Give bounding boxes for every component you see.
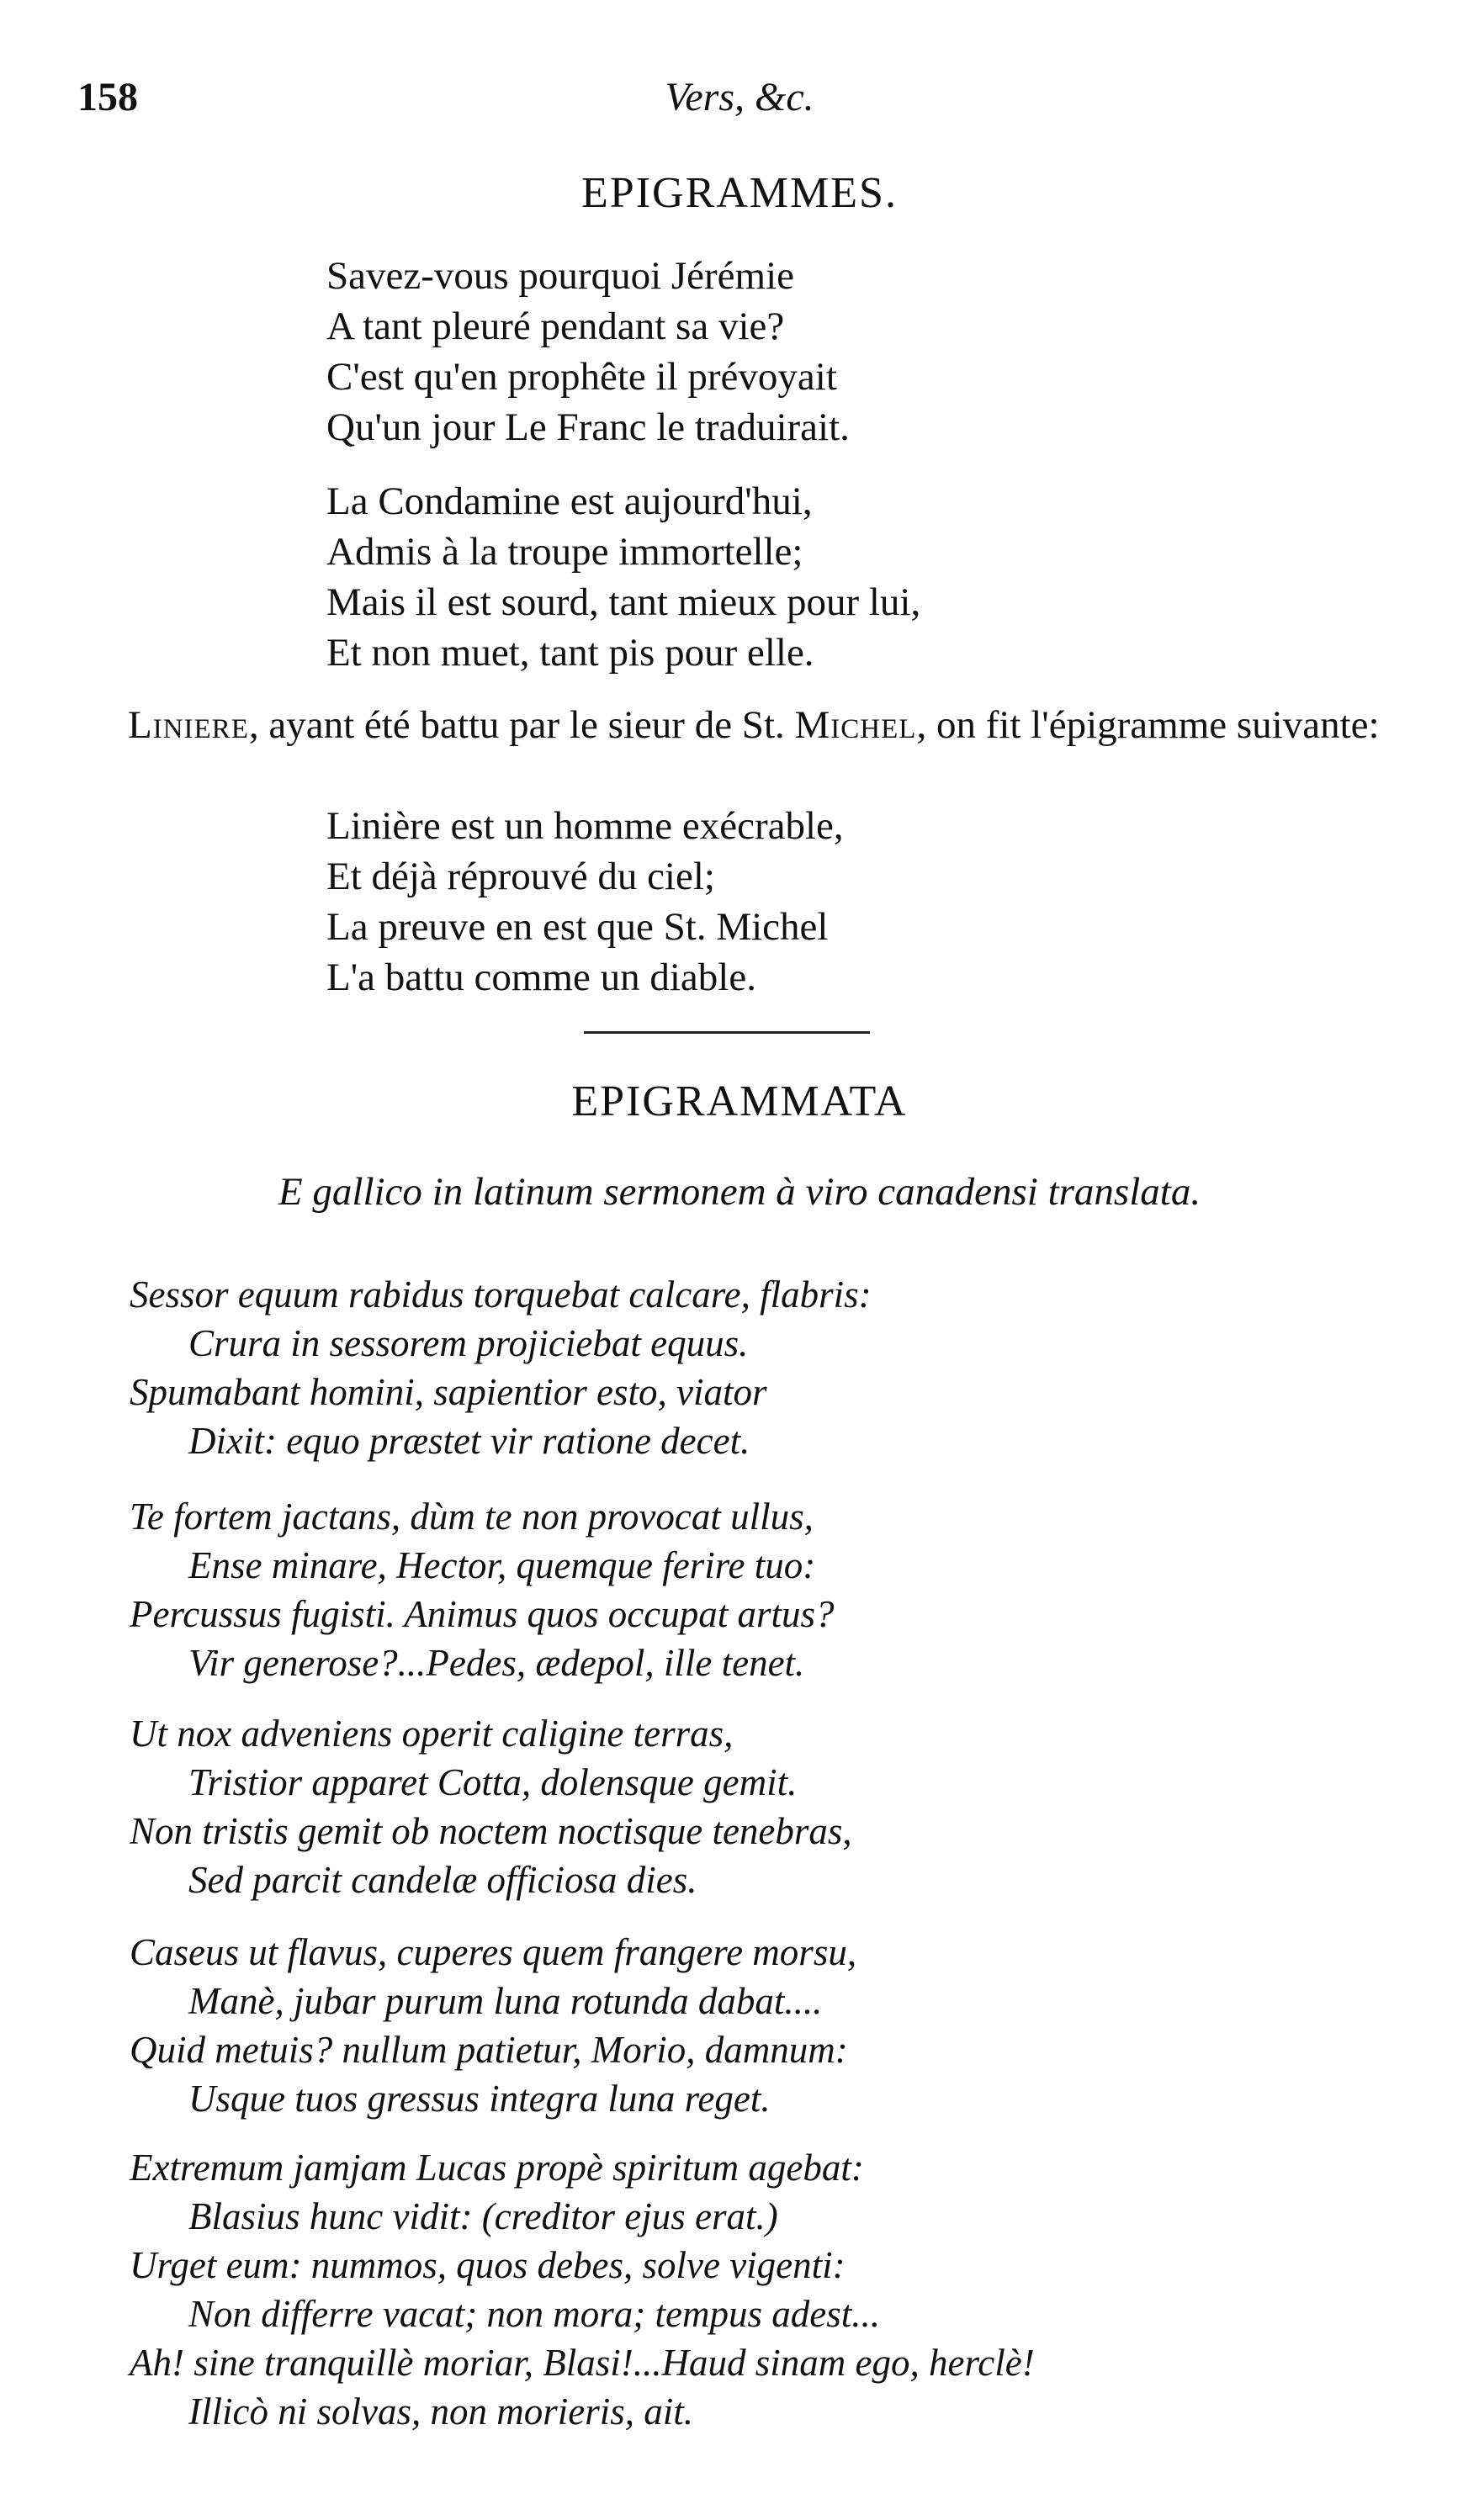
verse-line: Quid metuis? nullum patietur, Morio, damnum:: [130, 2029, 848, 2071]
verse-line: Non differre vacat; non mora; tempus adest...: [188, 2293, 880, 2335]
verse-line: Extremum jamjam Lucas propè spiritum agebat:: [130, 2147, 864, 2189]
translation-note: E gallico in latinum sermonem à viro canadensi translata.: [278, 1170, 1201, 1214]
poem-line: La preuve en est que St. Michel: [326, 905, 829, 949]
verse-line: Percussus fugisti. Animus quos occupat artus?: [130, 1593, 835, 1635]
verse-line: Ut nox adveniens operit caligine terras,: [130, 1713, 734, 1755]
intro-text-end: , on fit l'épigramme suivante:: [916, 703, 1380, 747]
verse-line: Te fortem jactans, dùm te non provocat ullus,: [130, 1496, 814, 1538]
verse-line: Caseus ut flavus, cuperes quem frangere morsu,: [130, 1931, 857, 1973]
poem-line: C'est qu'en prophête il prévoyait: [326, 355, 837, 399]
verse-line: Manè, jubar purum luna rotunda dabat....: [188, 1980, 823, 2022]
poem-line: Qu'un jour Le Franc le traduirait.: [326, 405, 850, 449]
verse-line: Usque tuos gressus integra luna reget.: [188, 2078, 771, 2120]
running-head: Vers, &c.: [665, 75, 814, 119]
poem-line: Et déjà réprouvé du ciel;: [326, 855, 715, 898]
section-title-epigrammata: EPIGRAMMATA: [571, 1077, 908, 1125]
poem-condamine: [326, 476, 920, 678]
verse-line: Tristior apparet Cotta, dolensque gemit.: [188, 1761, 798, 1803]
latin-stanza-2: [130, 1492, 835, 1687]
verse-line: Sed parcit candelæ officiosa dies.: [188, 1859, 697, 1901]
section-divider: [584, 1031, 870, 1034]
verse-line: Blasius hunc vidit: (creditor ejus erat.): [188, 2195, 778, 2237]
verse-line: Spumabant homini, sapientior esto, viator: [130, 1371, 767, 1413]
page-number: 158: [77, 75, 138, 119]
poem-line: La Condamine est aujourd'hui,: [326, 479, 813, 523]
verse-line: Sessor equum rabidus torquebat calcare, flabris:: [130, 1273, 872, 1316]
poem-line: Savez-vous pourquoi Jérémie: [326, 254, 795, 298]
poem-line: Et non muet, tant pis pour elle.: [326, 631, 814, 675]
poem-line: Linière est un homme exécrable,: [326, 804, 844, 848]
verse-line: Non tristis gemit ob noctem noctisque tenebras,: [130, 1810, 852, 1852]
verse-line: Ah! sine tranquillè moriar, Blasi!...Haud sinam ego, herclè!: [130, 2342, 1035, 2384]
poem-line: Mais il est sourd, tant mieux pour lui,: [326, 580, 921, 624]
page-header: [0, 74, 1479, 124]
section-title-epigrammes: EPIGRAMMES.: [581, 169, 898, 217]
verse-line: Dixit: equo præstet vir ratione decet.: [188, 1420, 750, 1462]
verse-line: Urget eum: nummos, quos debes, solve vigenti:: [130, 2244, 846, 2286]
latin-stanza-3: [130, 1709, 852, 1904]
poem-line: A tant pleuré pendant sa vie?: [326, 304, 785, 348]
poem-line: Admis à la troupe immortelle;: [326, 530, 803, 574]
verse-line: Vir generose?...Pedes, ædepol, ille tenet.: [188, 1642, 805, 1684]
latin-stanza-5: [130, 2143, 1035, 2436]
poem-jeremie: [326, 251, 850, 453]
name-liniere: Liniere: [128, 703, 249, 747]
poem-line: L'a battu comme un diable.: [326, 956, 756, 999]
verse-line: Illicò ni solvas, non morieris, ait.: [188, 2390, 693, 2433]
verse-line: Crura in sessorem projiciebat equus.: [188, 1322, 749, 1364]
name-michel: Michel: [794, 703, 917, 747]
verse-line: Ense minare, Hector, quemque ferire tuo:: [188, 1544, 816, 1586]
intro-text: , ayant été battu par le sieur de St.: [248, 703, 795, 747]
latin-stanza-4: [130, 1928, 856, 2123]
liniere-introduction: [77, 700, 1423, 750]
latin-stanza-1: [130, 1270, 872, 1465]
poem-liniere: [326, 801, 844, 1003]
